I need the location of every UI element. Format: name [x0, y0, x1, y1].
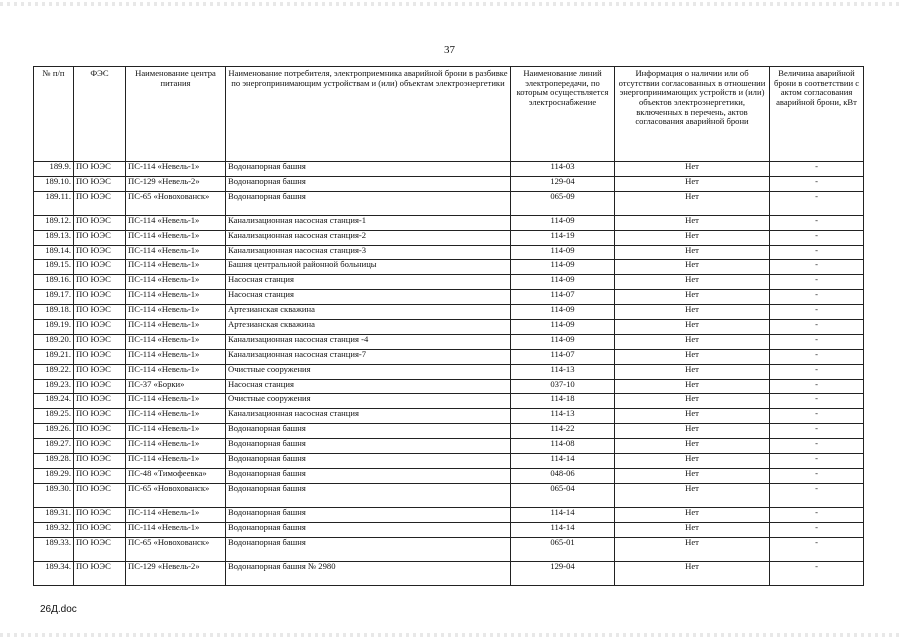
cell-fes: ПО ЮЭС	[74, 162, 126, 177]
cell-line: 114-08	[511, 439, 615, 454]
cell-consumer: Очистные сооружения	[226, 364, 511, 379]
table-row	[34, 349, 864, 364]
reserve-table	[33, 66, 864, 586]
cell-fes: ПО ЮЭС	[74, 483, 126, 507]
cell-power: -	[770, 483, 864, 507]
cell-info: Нет	[615, 191, 770, 215]
cell-fes: ПО ЮЭС	[74, 364, 126, 379]
cell-num: 189.11.	[34, 191, 74, 215]
page-number: 37	[444, 44, 455, 56]
cell-power: -	[770, 522, 864, 537]
cell-info: Нет	[615, 290, 770, 305]
cell-info: Нет	[615, 245, 770, 260]
cell-line: 114-09	[511, 275, 615, 290]
cell-info: Нет	[615, 561, 770, 585]
cell-fes: ПО ЮЭС	[74, 454, 126, 469]
cell-power: -	[770, 507, 864, 522]
cell-consumer: Водонапорная башня	[226, 191, 511, 215]
cell-fes: ПО ЮЭС	[74, 320, 126, 335]
cell-num: 189.26.	[34, 424, 74, 439]
table-row	[34, 483, 864, 507]
cell-consumer: Канализационная насосная станция-7	[226, 349, 511, 364]
cell-line: 114-03	[511, 162, 615, 177]
table-row	[34, 230, 864, 245]
cell-num: 189.18.	[34, 305, 74, 320]
cell-center: ПС-114 «Невель-1»	[126, 454, 226, 469]
table-row	[34, 468, 864, 483]
cell-power: -	[770, 191, 864, 215]
cell-center: ПС-114 «Невель-1»	[126, 334, 226, 349]
cell-power: -	[770, 468, 864, 483]
cell-consumer: Водонапорная башня	[226, 507, 511, 522]
cell-fes: ПО ЮЭС	[74, 191, 126, 215]
table-row	[34, 394, 864, 409]
cell-line: 114-09	[511, 260, 615, 275]
cell-center: ПС-114 «Невель-1»	[126, 507, 226, 522]
cell-fes: ПО ЮЭС	[74, 275, 126, 290]
cell-consumer: Башня центральной районной больницы	[226, 260, 511, 275]
cell-num: 189.24.	[34, 394, 74, 409]
cell-center: ПС-114 «Невель-1»	[126, 245, 226, 260]
cell-power: -	[770, 290, 864, 305]
cell-power: -	[770, 305, 864, 320]
cell-consumer: Канализационная насосная станция-1	[226, 215, 511, 230]
cell-consumer: Канализационная насосная станция	[226, 409, 511, 424]
cell-fes: ПО ЮЭС	[74, 334, 126, 349]
cell-num: 189.16.	[34, 275, 74, 290]
cell-line: 114-14	[511, 454, 615, 469]
cell-info: Нет	[615, 215, 770, 230]
cell-fes: ПО ЮЭС	[74, 290, 126, 305]
cell-center: ПС-114 «Невель-1»	[126, 439, 226, 454]
cell-info: Нет	[615, 468, 770, 483]
table-row	[34, 320, 864, 335]
table-row	[34, 275, 864, 290]
cell-fes: ПО ЮЭС	[74, 349, 126, 364]
table-row	[34, 561, 864, 585]
cell-line: 114-09	[511, 245, 615, 260]
cell-consumer: Очистные сооружения	[226, 394, 511, 409]
cell-line: 114-22	[511, 424, 615, 439]
cell-line: 114-09	[511, 334, 615, 349]
cell-fes: ПО ЮЭС	[74, 379, 126, 394]
cell-consumer: Водонапорная башня	[226, 454, 511, 469]
cell-power: -	[770, 537, 864, 561]
cell-consumer: Насосная станция	[226, 275, 511, 290]
cell-center: ПС-114 «Невель-1»	[126, 275, 226, 290]
table-header	[34, 67, 864, 162]
cell-num: 189.21.	[34, 349, 74, 364]
cell-num: 189.29.	[34, 468, 74, 483]
cell-line: 114-14	[511, 507, 615, 522]
cell-center: ПС-114 «Невель-1»	[126, 290, 226, 305]
cell-num: 189.9.	[34, 162, 74, 177]
table-row	[34, 260, 864, 275]
cell-info: Нет	[615, 537, 770, 561]
cell-num: 189.14.	[34, 245, 74, 260]
table-row	[34, 290, 864, 305]
cell-info: Нет	[615, 320, 770, 335]
cell-consumer: Артезианская скважина	[226, 305, 511, 320]
cell-consumer: Водонапорная башня	[226, 522, 511, 537]
cell-info: Нет	[615, 454, 770, 469]
table-row	[34, 424, 864, 439]
cell-fes: ПО ЮЭС	[74, 561, 126, 585]
cell-info: Нет	[615, 349, 770, 364]
cell-info: Нет	[615, 334, 770, 349]
cell-center: ПС-65 «Новохованск»	[126, 191, 226, 215]
cell-power: -	[770, 176, 864, 191]
cell-center: ПС-114 «Невель-1»	[126, 364, 226, 379]
cell-fes: ПО ЮЭС	[74, 215, 126, 230]
cell-fes: ПО ЮЭС	[74, 424, 126, 439]
table-row	[34, 245, 864, 260]
cell-line: 114-07	[511, 290, 615, 305]
cell-center: ПС-48 «Тимофеевка»	[126, 468, 226, 483]
cell-num: 189.28.	[34, 454, 74, 469]
cell-power: -	[770, 424, 864, 439]
cell-consumer: Водонапорная башня	[226, 537, 511, 561]
cell-info: Нет	[615, 394, 770, 409]
cell-num: 189.31.	[34, 507, 74, 522]
cell-consumer: Артезианская скважина	[226, 320, 511, 335]
cell-power: -	[770, 439, 864, 454]
table-row	[34, 409, 864, 424]
cell-info: Нет	[615, 176, 770, 191]
cell-fes: ПО ЮЭС	[74, 522, 126, 537]
scan-edge-top	[0, 2, 899, 6]
cell-num: 189.32.	[34, 522, 74, 537]
cell-center: ПС-114 «Невель-1»	[126, 162, 226, 177]
cell-num: 189.13.	[34, 230, 74, 245]
cell-center: ПС-114 «Невель-1»	[126, 409, 226, 424]
cell-center: ПС-129 «Невель-2»	[126, 176, 226, 191]
cell-line: 037-10	[511, 379, 615, 394]
cell-consumer: Водонапорная башня	[226, 424, 511, 439]
table-row	[34, 537, 864, 561]
cell-num: 189.10.	[34, 176, 74, 191]
cell-fes: ПО ЮЭС	[74, 409, 126, 424]
cell-info: Нет	[615, 162, 770, 177]
cell-info: Нет	[615, 507, 770, 522]
cell-consumer: Водонапорная башня	[226, 483, 511, 507]
cell-line: 129-04	[511, 176, 615, 191]
cell-num: 189.23.	[34, 379, 74, 394]
cell-line: 114-09	[511, 215, 615, 230]
header-num: № п/п	[34, 67, 74, 162]
cell-line: 114-09	[511, 320, 615, 335]
header-center: Наименование центра питания	[126, 67, 226, 162]
cell-num: 189.33.	[34, 537, 74, 561]
header-info: Информация о наличии или об отсутствии согласованных в отношении энергопринимающих устройств и (или) объектов электроэнергетики, включенных в перечень, актов согласования аварийной брони	[615, 67, 770, 162]
cell-num: 189.15.	[34, 260, 74, 275]
cell-consumer: Водонапорная башня	[226, 468, 511, 483]
cell-info: Нет	[615, 439, 770, 454]
cell-power: -	[770, 409, 864, 424]
cell-consumer: Канализационная насосная станция-3	[226, 245, 511, 260]
table-row	[34, 162, 864, 177]
table-row	[34, 215, 864, 230]
cell-line: 114-14	[511, 522, 615, 537]
cell-center: ПС-65 «Новохованск»	[126, 537, 226, 561]
cell-consumer: Водонапорная башня	[226, 162, 511, 177]
cell-line: 065-01	[511, 537, 615, 561]
table-row	[34, 507, 864, 522]
cell-power: -	[770, 230, 864, 245]
cell-info: Нет	[615, 230, 770, 245]
cell-info: Нет	[615, 379, 770, 394]
cell-consumer: Канализационная насосная станция -4	[226, 334, 511, 349]
cell-power: -	[770, 561, 864, 585]
header-fes: ФЭС	[74, 67, 126, 162]
cell-center: ПС-114 «Невель-1»	[126, 394, 226, 409]
cell-power: -	[770, 349, 864, 364]
cell-fes: ПО ЮЭС	[74, 468, 126, 483]
cell-line: 114-19	[511, 230, 615, 245]
cell-info: Нет	[615, 522, 770, 537]
cell-center: ПС-129 «Невель-2»	[126, 561, 226, 585]
header-power: Величина аварийной брони в соответствии с актом согласования аварийной брони, кВт	[770, 67, 864, 162]
cell-fes: ПО ЮЭС	[74, 439, 126, 454]
cell-info: Нет	[615, 409, 770, 424]
table-row	[34, 522, 864, 537]
cell-power: -	[770, 364, 864, 379]
table-row	[34, 439, 864, 454]
cell-power: -	[770, 260, 864, 275]
cell-num: 189.27.	[34, 439, 74, 454]
table-row	[34, 454, 864, 469]
cell-power: -	[770, 162, 864, 177]
cell-line: 114-13	[511, 409, 615, 424]
cell-power: -	[770, 215, 864, 230]
cell-fes: ПО ЮЭС	[74, 230, 126, 245]
table-row	[34, 364, 864, 379]
cell-num: 189.34.	[34, 561, 74, 585]
cell-consumer: Водонапорная башня	[226, 439, 511, 454]
table-row	[34, 176, 864, 191]
cell-num: 189.12.	[34, 215, 74, 230]
cell-line: 114-18	[511, 394, 615, 409]
cell-num: 189.17.	[34, 290, 74, 305]
cell-fes: ПО ЮЭС	[74, 507, 126, 522]
cell-center: ПС-114 «Невель-1»	[126, 522, 226, 537]
scan-edge-bottom	[0, 633, 899, 637]
cell-line: 048-06	[511, 468, 615, 483]
cell-consumer: Насосная станция	[226, 379, 511, 394]
cell-power: -	[770, 275, 864, 290]
cell-center: ПС-114 «Невель-1»	[126, 349, 226, 364]
cell-info: Нет	[615, 364, 770, 379]
header-consumer: Наименование потребителя, электроприемника аварийной брони в разбивке по энергопринимающим устройствам и (или) объектам электроэнергетики	[226, 67, 511, 162]
cell-center: ПС-114 «Невель-1»	[126, 320, 226, 335]
cell-center: ПС-114 «Невель-1»	[126, 230, 226, 245]
cell-fes: ПО ЮЭС	[74, 394, 126, 409]
table-row	[34, 305, 864, 320]
cell-line: 065-09	[511, 191, 615, 215]
footer-filename: 26Д.doc	[40, 604, 77, 615]
table-row	[34, 191, 864, 215]
cell-info: Нет	[615, 275, 770, 290]
cell-num: 189.30.	[34, 483, 74, 507]
cell-fes: ПО ЮЭС	[74, 245, 126, 260]
cell-fes: ПО ЮЭС	[74, 305, 126, 320]
table-row	[34, 334, 864, 349]
cell-fes: ПО ЮЭС	[74, 176, 126, 191]
cell-power: -	[770, 245, 864, 260]
cell-line: 129-04	[511, 561, 615, 585]
cell-info: Нет	[615, 260, 770, 275]
cell-center: ПС-114 «Невель-1»	[126, 424, 226, 439]
cell-consumer: Водонапорная башня № 2980	[226, 561, 511, 585]
cell-fes: ПО ЮЭС	[74, 260, 126, 275]
cell-consumer: Водонапорная башня	[226, 176, 511, 191]
cell-power: -	[770, 334, 864, 349]
cell-num: 189.20.	[34, 334, 74, 349]
cell-num: 189.22.	[34, 364, 74, 379]
cell-info: Нет	[615, 305, 770, 320]
cell-power: -	[770, 394, 864, 409]
header-line: Наименование линий электропередачи, по которым осуществляется электроснабжение	[511, 67, 615, 162]
cell-info: Нет	[615, 483, 770, 507]
cell-line: 114-09	[511, 305, 615, 320]
cell-line: 065-04	[511, 483, 615, 507]
table-body	[34, 162, 864, 586]
cell-num: 189.19.	[34, 320, 74, 335]
cell-center: ПС-65 «Новохованск»	[126, 483, 226, 507]
cell-num: 189.25.	[34, 409, 74, 424]
cell-fes: ПО ЮЭС	[74, 537, 126, 561]
table-row	[34, 379, 864, 394]
cell-info: Нет	[615, 424, 770, 439]
cell-power: -	[770, 320, 864, 335]
cell-center: ПС-114 «Невель-1»	[126, 305, 226, 320]
header-row	[34, 67, 864, 162]
cell-power: -	[770, 454, 864, 469]
cell-power: -	[770, 379, 864, 394]
cell-center: ПС-114 «Невель-1»	[126, 260, 226, 275]
cell-consumer: Насосная станция	[226, 290, 511, 305]
cell-line: 114-13	[511, 364, 615, 379]
cell-consumer: Канализационная насосная станция-2	[226, 230, 511, 245]
cell-center: ПС-114 «Невель-1»	[126, 215, 226, 230]
cell-line: 114-07	[511, 349, 615, 364]
cell-center: ПС-37 «Борки»	[126, 379, 226, 394]
